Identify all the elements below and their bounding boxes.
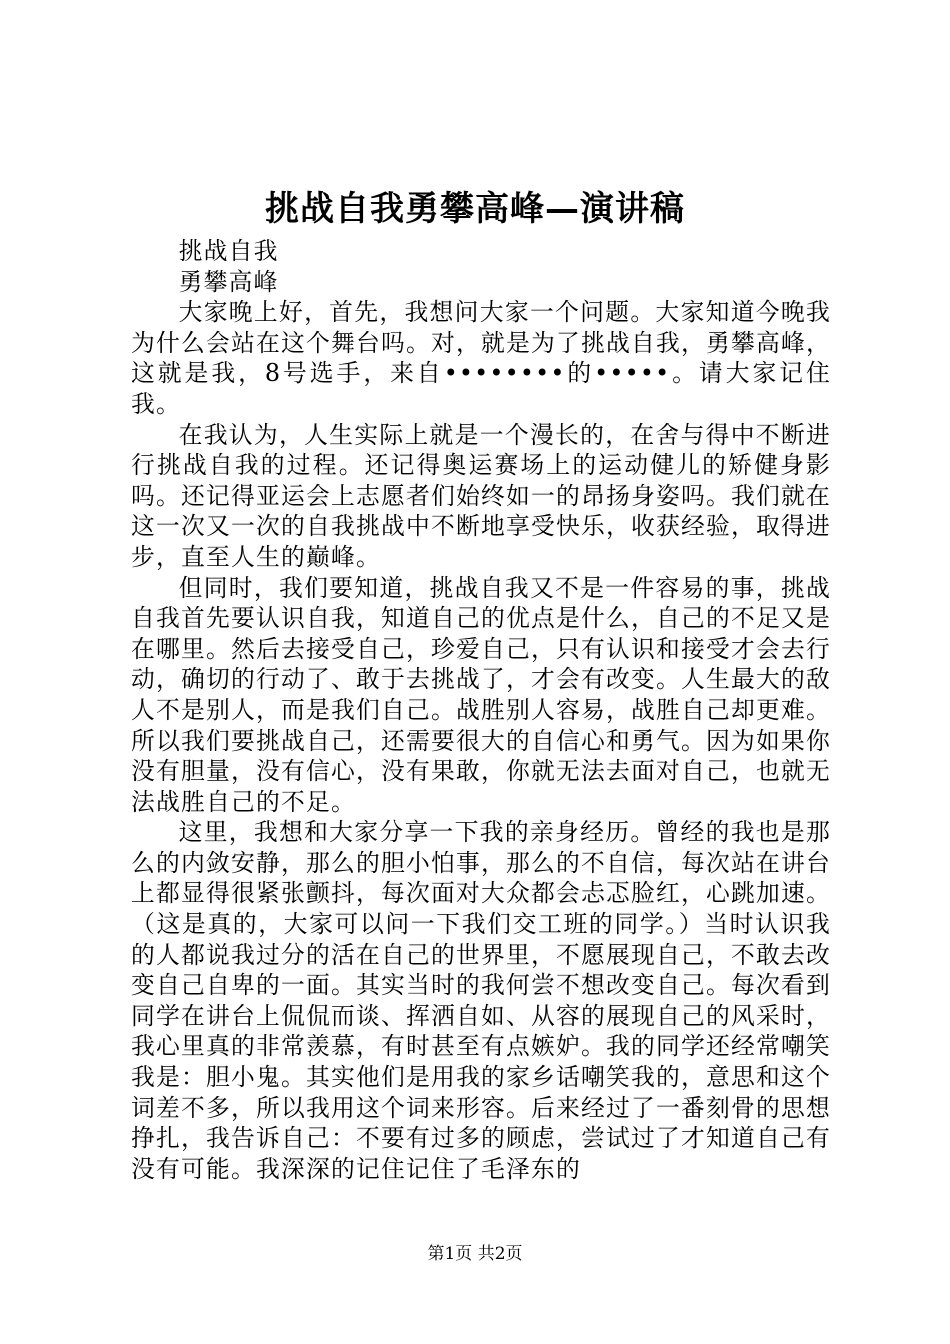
paragraph-2: 在我认为，人生实际上就是一个漫长的，在舍与得中不断进行挑战自我的过程。还记得奥运赛场上的运动健儿的矫健身影吗。还记得亚运会上志愿者们始终如一的昂扬身姿吗。我们就在这一次又一次的自我挑战中不断地享受快乐，收获经验，取得进步，直至人生的巅峰。 (131, 420, 831, 571)
paragraph-4: 这里，我想和大家分享一下我的亲身经历。曾经的我也是那么的内敛安静，那么的胆小怕事，那么的不自信，每次站在讲台上都显得很紧张颤抖，每次面对大众都会忐忑脸红，心跳加速。（这是真的，大家可以问一下我们交工班的同学。）当时认识我的人都说我过分的活在自己的世界里，不愿展现自己，不敢去改变自己自卑的一面。其实当时的我何尝不想改变自己。每次看到同学在讲台上侃侃而谈、挥洒自如、从容的展现自己的风采时，我心里真的非常羡慕，有时甚至有点嫉妒。我的同学还经常嘲笑我是：胆小鬼。其实他们是用我的家乡话嘲笑我的，意思和这个词差不多，所以我用这个词来形容。后来经过了一番刻骨的思想挣扎，我告诉自己：不要有过多的顾虑，尝试过了才知道自己有没有可能。我深深的记住记住了毛泽东的 (131, 818, 831, 1183)
heading-line-2: 勇攀高峰 (178, 267, 279, 296)
paragraph-3: 但同时，我们要知道，挑战自我又不是一件容易的事，挑战自我首先要认识自我，知道自己的优点是什么，自己的不足又是在哪里。然后去接受自己，珍爱自己，只有认识和接受才会去行动，确切的行动了、敢于去挑战了，才会有改变。人生最大的敌人不是别人，而是我们自己。战胜别人容易，战胜自己却更难。所以我们要挑战自己，还需要很大的自信心和勇气。因为如果你没有胆量，没有信心，没有果敢，你就无法去面对自己，也就无法战胜自己的不足。 (131, 573, 831, 816)
paragraph-1: 大家晚上好，首先，我想问大家一个问题。大家知道今晚我为什么会站在这个舞台吗。对，就是为了挑战自我，勇攀高峰，这就是我，8号选手，来自••••••••的•••••。请大家记住我。 (131, 298, 831, 418)
heading-line-1: 挑战自我 (178, 237, 279, 265)
page-footer: 第1页 共2页 (427, 1244, 523, 1264)
document-body (131, 236, 831, 1184)
document-title: 挑战自我勇攀高峰—演讲稿 (265, 189, 685, 229)
